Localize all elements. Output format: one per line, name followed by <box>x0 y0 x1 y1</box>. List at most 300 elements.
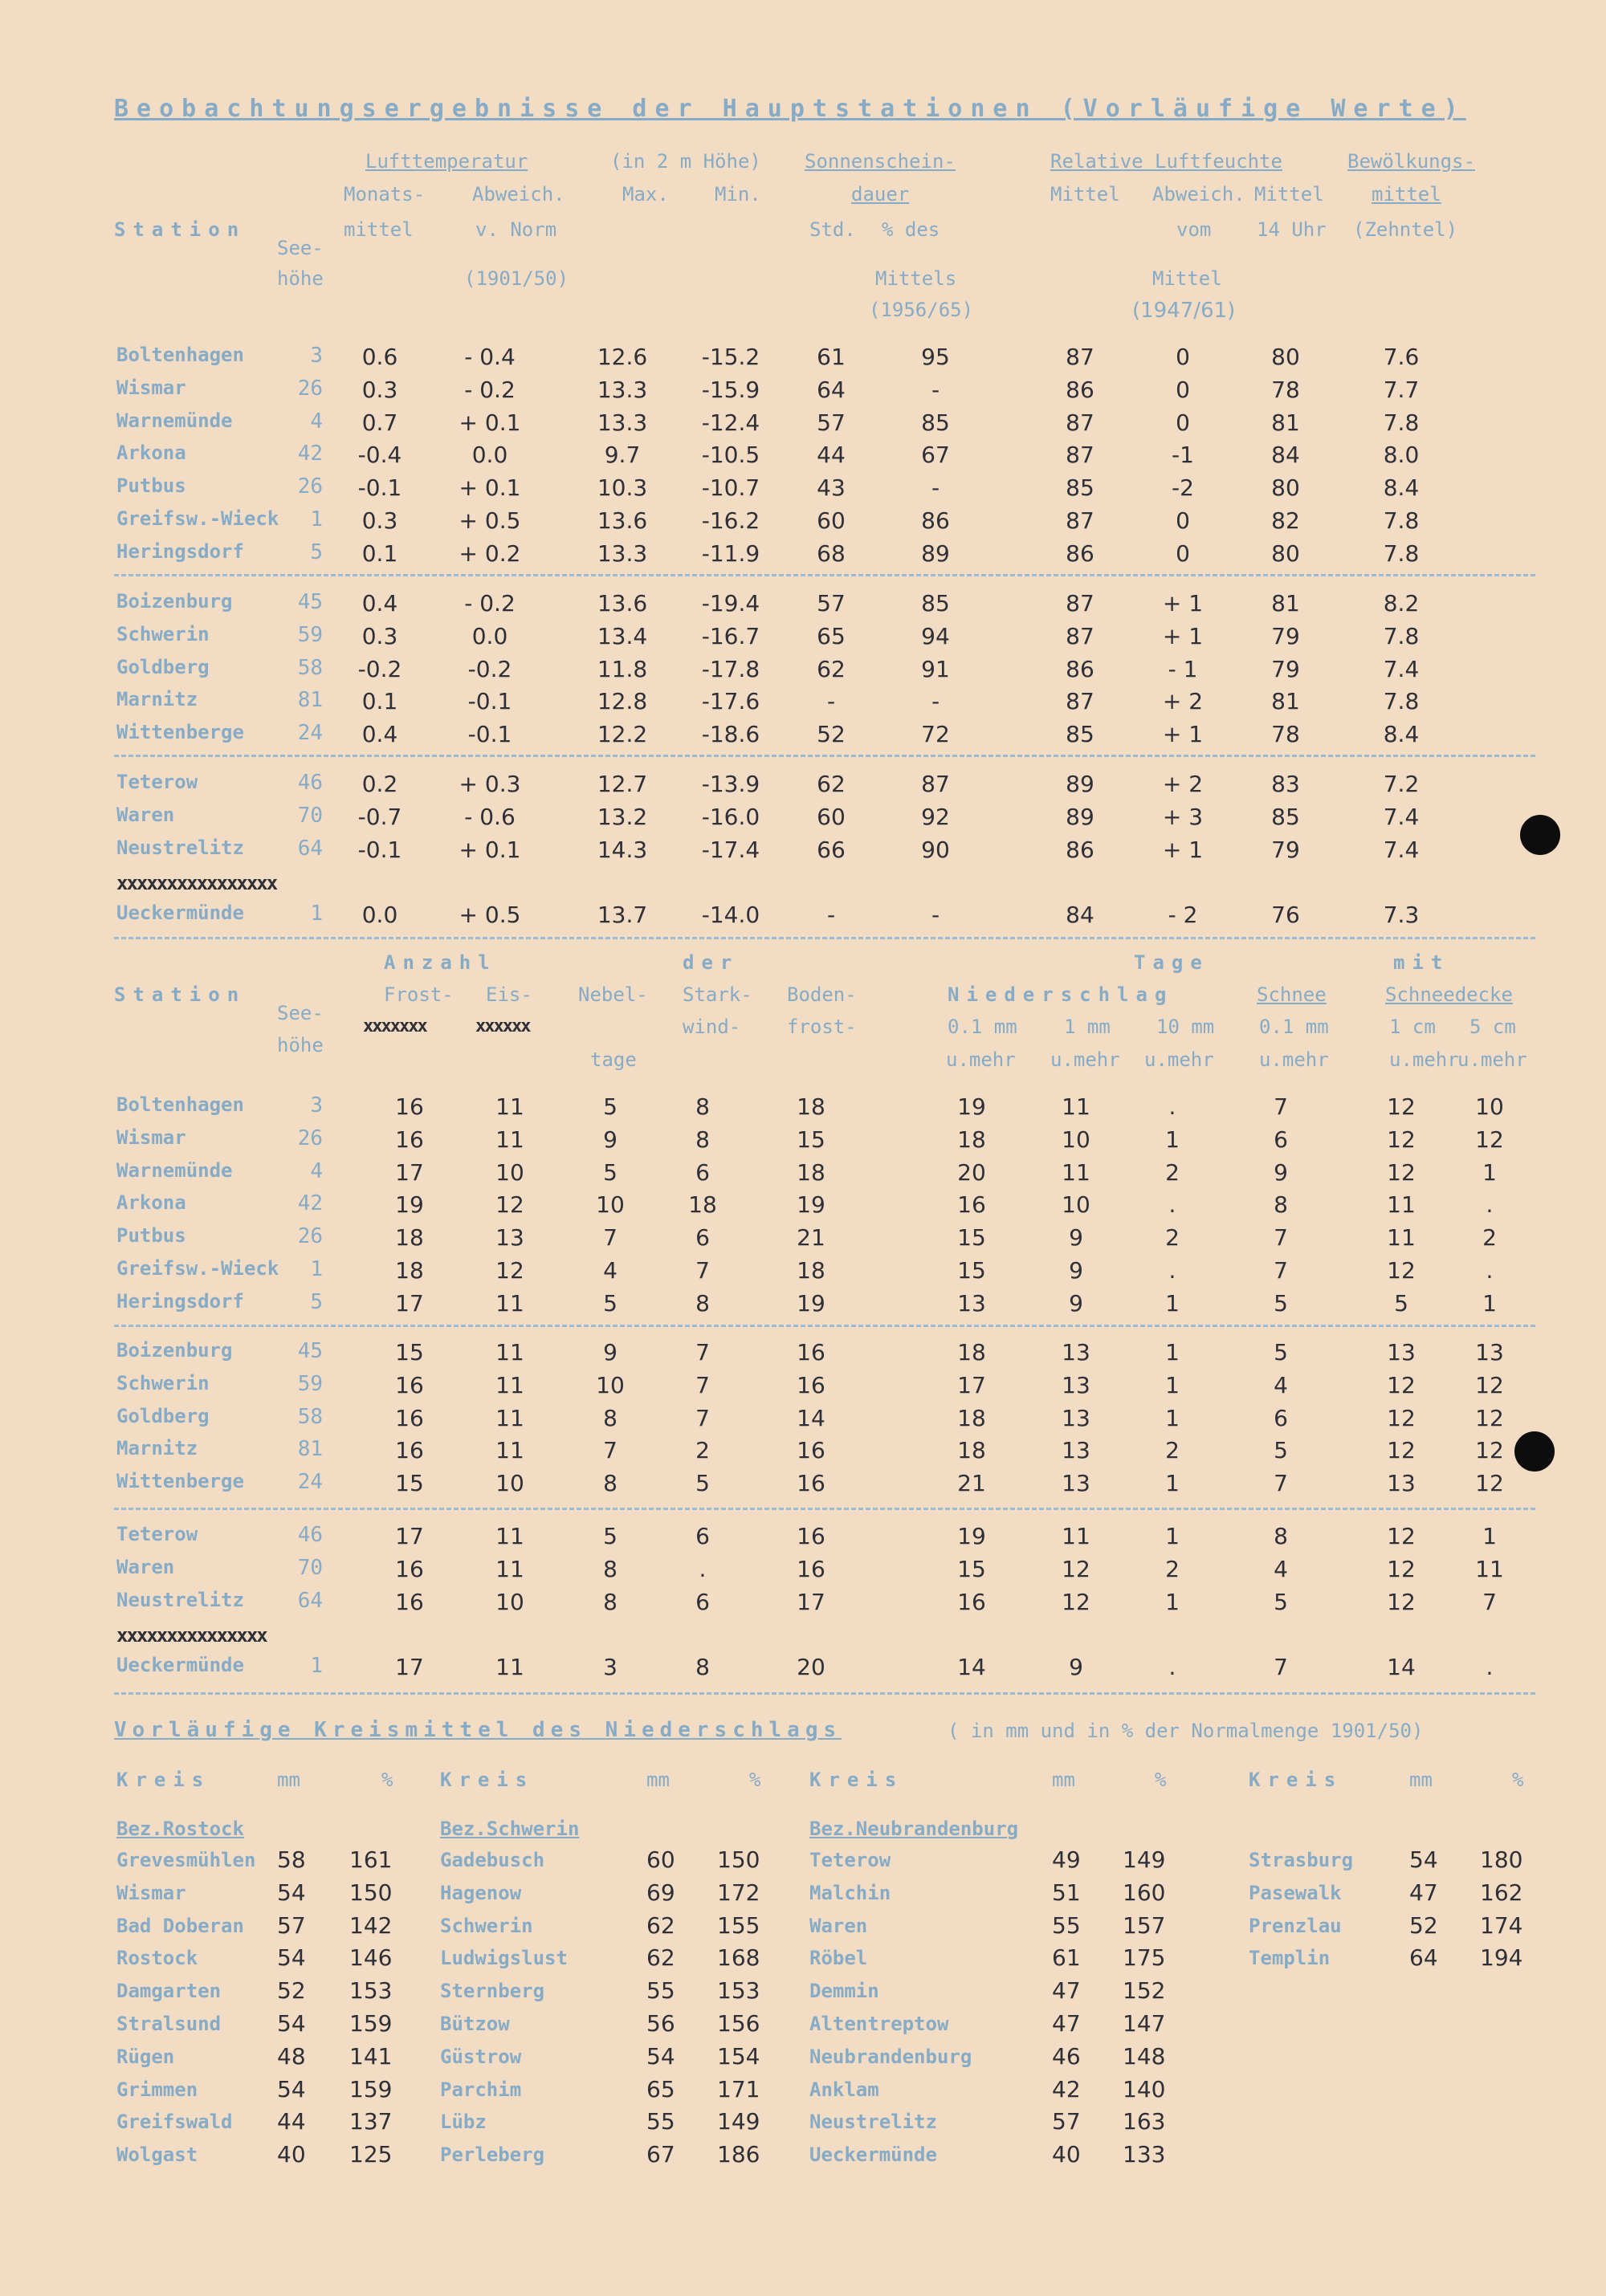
value-cell: 11 <box>1062 1093 1090 1120</box>
hdr-rel-luftfeuchte: Relative Luftfeuchte <box>1050 150 1282 173</box>
value-cell: 12 <box>1387 1158 1416 1186</box>
station-name: Neustrelitz <box>116 1588 244 1611</box>
value-cell: -17.6 <box>701 688 760 715</box>
hdr-in2m: (in 2 m Höhe) <box>610 150 761 173</box>
value-cell: 8 <box>695 1289 710 1317</box>
value-cell: 2 <box>1165 1437 1180 1464</box>
station-name: Boltenhagen <box>116 344 244 366</box>
table-row <box>0 1470 1606 1502</box>
value-cell: 16 <box>957 1588 986 1615</box>
value-cell: 87 <box>1066 688 1094 715</box>
kreis-pct: 141 <box>349 2042 393 2070</box>
table-row <box>0 1159 1606 1191</box>
value-cell: 5 <box>1274 1289 1288 1317</box>
kreis-pct: 175 <box>1123 1944 1166 1972</box>
value-cell: 17 <box>395 1289 424 1317</box>
value-cell: -17.4 <box>701 836 760 863</box>
kreis-pct: 147 <box>1123 2010 1166 2037</box>
group-divider <box>114 1325 1535 1327</box>
hdr2-sd5-b: u.mehr <box>1457 1048 1527 1071</box>
table-row <box>0 442 1606 474</box>
kreis-mm: 47 <box>1409 1879 1438 1906</box>
kreis-name: Anklam <box>809 2078 879 2101</box>
station-name: Heringsdorf <box>116 539 244 563</box>
table-row <box>0 377 1606 409</box>
hdr2-sd1-a: 1 cm <box>1389 1016 1436 1038</box>
crossed-out-station: xxxxxxxxxxxxxxx <box>116 1624 267 1647</box>
value-cell: 16 <box>395 1555 424 1582</box>
value-cell: 87 <box>1066 344 1094 370</box>
value-cell: 1 <box>1482 1289 1497 1317</box>
kreis-pct: 153 <box>717 1977 760 2005</box>
hdr-abweich-a: Abweich. <box>472 183 565 206</box>
hdr2-boden-b: frost- <box>787 1016 857 1038</box>
elevation: 26 <box>297 474 323 499</box>
value-cell: 11 <box>1062 1158 1090 1186</box>
value-cell: 6 <box>1274 1126 1288 1153</box>
value-cell: 12.6 <box>597 344 648 370</box>
value-cell: 13 <box>957 1289 986 1317</box>
table-row <box>0 721 1606 753</box>
value-cell: 13.6 <box>597 507 648 534</box>
value-cell: 82 <box>1271 507 1300 534</box>
value-cell: 12 <box>1062 1555 1090 1582</box>
value-cell: . <box>1168 1093 1176 1120</box>
kreis-pct: 161 <box>349 1846 393 1873</box>
value-cell: 87 <box>921 771 950 797</box>
value-cell: 92 <box>921 803 950 830</box>
value-cell: 6 <box>1274 1404 1288 1431</box>
value-cell: . <box>1486 1191 1494 1219</box>
value-cell: 12.7 <box>597 771 648 797</box>
hdr-seehoehe-b: höhe <box>277 267 324 290</box>
value-cell: 0.0 <box>471 442 508 469</box>
value-cell: 20 <box>797 1654 825 1681</box>
value-cell: 8 <box>603 1555 618 1582</box>
value-cell: 16 <box>797 1555 825 1582</box>
kreis-mm: 44 <box>277 2108 306 2135</box>
value-cell: 78 <box>1271 721 1300 748</box>
table-row <box>0 1093 1606 1126</box>
value-cell: 9 <box>1069 1257 1083 1284</box>
value-cell: - <box>931 474 940 502</box>
value-cell: 89 <box>1066 771 1094 797</box>
station-name: Putbus <box>116 1224 186 1248</box>
value-cell: + 0.2 <box>459 539 521 567</box>
value-cell: -12.4 <box>701 409 760 436</box>
value-cell: 11 <box>495 1289 524 1317</box>
value-cell: 6 <box>695 1588 710 1615</box>
value-cell: -10.5 <box>701 442 760 469</box>
value-cell: 17 <box>797 1588 825 1615</box>
value-cell: 17 <box>957 1371 986 1398</box>
station-name: Warnemünde <box>116 409 233 432</box>
value-cell: 11 <box>495 1654 524 1681</box>
kreis-pct: 149 <box>717 2108 760 2135</box>
kreis-pct: 174 <box>1480 1911 1523 1939</box>
value-cell: 86 <box>1066 836 1094 863</box>
table3-subtitle: ( in mm und in % der Normalmenge 1901/50) <box>948 1720 1424 1742</box>
elevation: 42 <box>297 442 323 466</box>
kreis-pct: 168 <box>717 1944 760 1972</box>
elevation: 5 <box>310 1289 323 1314</box>
value-cell: - 0.2 <box>464 376 516 403</box>
value-cell: 0 <box>1176 507 1190 534</box>
hdr-rl-mittel: Mittel <box>1050 183 1120 206</box>
value-cell: 13.3 <box>597 409 648 436</box>
value-cell: 8.0 <box>1383 442 1420 469</box>
value-cell: -0.1 <box>357 474 402 502</box>
hdr2-schnee-a: Schnee <box>1257 983 1327 1006</box>
kreis-name: Strasburg <box>1249 1849 1354 1871</box>
value-cell: 0 <box>1176 376 1190 403</box>
kreis-pct: 153 <box>349 1977 393 2005</box>
value-cell: 13 <box>1062 1371 1090 1398</box>
hdr-rl-14-b: 14 Uhr <box>1257 218 1327 241</box>
value-cell: 0.3 <box>361 622 398 649</box>
value-cell: 13 <box>1387 1339 1416 1366</box>
elevation: 24 <box>297 1470 323 1495</box>
hdr2-frost-crossed: xxxxxxx <box>363 1016 426 1036</box>
value-cell: 1 <box>1165 1371 1180 1398</box>
value-cell: 12 <box>1387 1126 1416 1153</box>
value-cell: 85 <box>1066 721 1094 748</box>
value-cell: + 0.3 <box>459 771 521 797</box>
kreis-mm: 64 <box>1409 1944 1438 1972</box>
col-pct-header: % <box>381 1769 393 1791</box>
kreis-mm: 47 <box>1052 1977 1081 2005</box>
value-cell: -13.9 <box>701 771 760 797</box>
kreis-pct: 172 <box>717 1879 760 1906</box>
kreis-pct: 133 <box>1123 2141 1166 2168</box>
hdr-rl-abweich-a: Abweich. <box>1152 183 1245 206</box>
elevation: 45 <box>297 1339 323 1363</box>
kreis-name: Bützow <box>440 2013 510 2035</box>
kreis-name: Altentreptow <box>809 2013 949 2035</box>
value-cell: 16 <box>797 1523 825 1549</box>
bezirk-name: Bez.Neubrandenburg <box>809 1818 1019 1840</box>
value-cell: 18 <box>957 1437 986 1464</box>
value-cell: 7 <box>1274 1257 1288 1284</box>
hdr2-schneedecke: Schneedecke <box>1385 983 1513 1006</box>
value-cell: 18 <box>797 1257 825 1284</box>
kreis-name: Pasewalk <box>1249 1881 1342 1904</box>
station-name: Boizenburg <box>116 590 233 613</box>
value-cell: 11 <box>1062 1523 1090 1549</box>
value-cell: 7 <box>695 1404 710 1431</box>
value-cell: 89 <box>921 539 950 567</box>
value-cell: 7 <box>1482 1588 1497 1615</box>
value-cell: 12.2 <box>597 721 648 748</box>
kreis-name: Neubrandenburg <box>809 2045 972 2068</box>
kreis-name: Ueckermünde <box>809 2143 937 2167</box>
value-cell: -17.8 <box>701 655 760 682</box>
kreis-name: Greifswald <box>116 2111 233 2134</box>
table-row <box>0 1126 1606 1158</box>
value-cell: - 2 <box>1168 902 1198 929</box>
kreis-pct: 171 <box>717 2075 760 2103</box>
value-cell: . <box>1168 1654 1176 1681</box>
table-row <box>0 1290 1606 1322</box>
value-cell: . <box>1486 1654 1494 1681</box>
kreis-pct: 142 <box>349 1911 393 1939</box>
hdr2-anzahl: Anzahl <box>384 951 497 974</box>
value-cell: 9 <box>1069 1289 1083 1317</box>
value-cell: 68 <box>817 539 846 567</box>
kreis-mm: 60 <box>646 1846 675 1873</box>
value-cell: 8 <box>1274 1523 1288 1549</box>
value-cell: 12 <box>1387 1257 1416 1284</box>
value-cell: 19 <box>797 1191 825 1219</box>
value-cell: 0.0 <box>361 902 398 929</box>
punch-hole-bottom <box>1514 1431 1555 1472</box>
kreis-name: Sternberg <box>440 1980 545 2003</box>
value-cell: 0.6 <box>361 344 398 370</box>
kreis-name: Malchin <box>809 1881 891 1904</box>
table-row <box>0 837 1606 869</box>
table-row <box>0 1339 1606 1371</box>
station-name: Ueckermünde <box>116 1654 244 1677</box>
value-cell: 11 <box>495 1126 524 1153</box>
value-cell: 14 <box>1387 1654 1416 1681</box>
table-row <box>0 771 1606 803</box>
value-cell: 8.2 <box>1383 590 1420 617</box>
value-cell: 12 <box>1475 1470 1504 1497</box>
kreis-name: Teterow <box>809 1849 891 1871</box>
station-name: Goldberg <box>116 655 210 678</box>
value-cell: 0 <box>1176 409 1190 436</box>
hdr-seehoehe-a: See- <box>277 237 324 259</box>
value-cell: 18 <box>395 1224 424 1252</box>
elevation: 1 <box>310 902 323 926</box>
value-cell: 5 <box>603 1289 618 1317</box>
hdr-station: Station <box>114 218 247 241</box>
kreis-mm: 54 <box>277 2010 306 2037</box>
value-cell: 17 <box>395 1158 424 1186</box>
elevation: 24 <box>297 721 323 746</box>
value-cell: + 0.1 <box>459 474 521 502</box>
value-cell: 7.6 <box>1383 344 1420 370</box>
group-divider <box>114 574 1535 576</box>
kreis-mm: 47 <box>1052 2010 1081 2037</box>
station-name: Boltenhagen <box>116 1093 244 1116</box>
value-cell: 14 <box>797 1404 825 1431</box>
value-cell: . <box>1168 1257 1176 1284</box>
crossed-out-station: xxxxxxxxxxxxxxxx <box>116 872 277 895</box>
elevation: 1 <box>310 1257 323 1281</box>
kreis-mm: 58 <box>277 1846 306 1873</box>
table-row <box>0 1523 1606 1555</box>
value-cell: - <box>931 688 940 715</box>
kreis-name: Wismar <box>116 1881 186 1904</box>
hdr2-frost: Frost- <box>384 983 454 1006</box>
value-cell: 16 <box>395 1437 424 1464</box>
value-cell: 18 <box>797 1093 825 1120</box>
kreis-mm: 54 <box>646 2042 675 2070</box>
elevation: 58 <box>297 655 323 680</box>
station-name: Greifsw.-Wieck <box>116 507 279 530</box>
hdr-prozent-des: % des <box>882 218 940 241</box>
value-cell: 87 <box>1066 409 1094 436</box>
value-cell: 16 <box>797 1371 825 1398</box>
value-cell: 80 <box>1271 539 1300 567</box>
hdr2-tage: Tage <box>1134 951 1209 974</box>
col-kreis-header: Kreis <box>809 1769 904 1791</box>
value-cell: 5 <box>603 1093 618 1120</box>
kreis-mm: 54 <box>277 1944 306 1972</box>
value-cell: 16 <box>395 1371 424 1398</box>
value-cell: 7.8 <box>1383 539 1420 567</box>
value-cell: 8 <box>603 1404 618 1431</box>
value-cell: 0.4 <box>361 590 398 617</box>
value-cell: 7 <box>695 1339 710 1366</box>
kreis-pct: 194 <box>1480 1944 1523 1972</box>
value-cell: - <box>826 902 836 929</box>
kreis-pct: 180 <box>1480 1846 1523 1873</box>
value-cell: 79 <box>1271 655 1300 682</box>
value-cell: -0.1 <box>357 836 402 863</box>
value-cell: + 0.1 <box>459 836 521 863</box>
kreis-pct: 137 <box>349 2108 393 2135</box>
table-row <box>0 804 1606 836</box>
value-cell: 11.8 <box>597 655 648 682</box>
value-cell: 5 <box>1394 1289 1408 1317</box>
kreis-pct: 162 <box>1480 1879 1523 1906</box>
value-cell: 5 <box>1274 1437 1288 1464</box>
value-cell: 16 <box>957 1191 986 1219</box>
station-name: Warnemünde <box>116 1158 233 1182</box>
kreis-mm: 61 <box>1052 1944 1081 1972</box>
value-cell: 1 <box>1165 1126 1180 1153</box>
hdr2-sd1-b: u.mehr <box>1389 1048 1459 1071</box>
value-cell: 7 <box>1274 1093 1288 1120</box>
value-cell: 57 <box>817 590 846 617</box>
value-cell: 61 <box>817 344 846 370</box>
value-cell: 16 <box>797 1437 825 1464</box>
elevation: 64 <box>297 1588 323 1613</box>
value-cell: 81 <box>1271 590 1300 617</box>
hdr2-schnee-b: 0.1 mm <box>1259 1016 1329 1038</box>
table-row <box>0 688 1606 720</box>
value-cell: 8 <box>603 1470 618 1497</box>
hdr-dauer: dauer <box>851 183 910 206</box>
value-cell: 7 <box>1274 1470 1288 1497</box>
value-cell: -10.7 <box>701 474 760 502</box>
value-cell: 8 <box>603 1588 618 1615</box>
kreis-pct: 150 <box>717 1846 760 1873</box>
value-cell: 12 <box>1475 1437 1504 1464</box>
elevation: 26 <box>297 376 323 401</box>
value-cell: 2 <box>1165 1224 1180 1252</box>
value-cell: 84 <box>1271 442 1300 469</box>
value-cell: 12 <box>1387 1523 1416 1549</box>
value-cell: 60 <box>817 507 846 534</box>
value-cell: 90 <box>921 836 950 863</box>
kreis-pct: 152 <box>1123 1977 1166 2005</box>
station-name: Putbus <box>116 474 186 498</box>
value-cell: 52 <box>817 721 846 748</box>
value-cell: - 0.2 <box>464 590 516 617</box>
value-cell: -18.6 <box>701 721 760 748</box>
value-cell: 0.1 <box>361 688 398 715</box>
col-kreis-header: Kreis <box>1249 1769 1343 1791</box>
hdr2-ns10-a: 10 mm <box>1156 1016 1215 1038</box>
value-cell: -2 <box>1172 474 1194 502</box>
elevation: 3 <box>310 1093 323 1117</box>
value-cell: 19 <box>957 1523 986 1549</box>
kreis-pct: 150 <box>349 1879 393 1906</box>
kreis-name: Damgarten <box>116 1980 222 2003</box>
hdr-rl-abweich-d: (1947/61) <box>1132 299 1236 323</box>
value-cell: 8 <box>695 1126 710 1153</box>
value-cell: 11 <box>495 1555 524 1582</box>
kreis-name: Grimmen <box>116 2078 198 2101</box>
value-cell: 4 <box>1274 1555 1288 1582</box>
station-name: Waren <box>116 1555 175 1578</box>
value-cell: 81 <box>1271 409 1300 436</box>
elevation: 70 <box>297 803 323 828</box>
kreis-pct: 163 <box>1123 2108 1166 2135</box>
value-cell: 8.4 <box>1383 721 1420 748</box>
value-cell: 15 <box>797 1126 825 1153</box>
value-cell: 18 <box>688 1191 717 1219</box>
table-row <box>0 623 1606 655</box>
value-cell: 5 <box>603 1158 618 1186</box>
hdr-mittels-period: (1956/65) <box>869 299 974 321</box>
elevation: 26 <box>297 1224 323 1249</box>
hdr2-ns1-b: u.mehr <box>1050 1048 1120 1071</box>
value-cell: 7.8 <box>1383 622 1420 649</box>
hdr-max: Max. <box>622 183 669 206</box>
hdr-rl-14-a: Mittel <box>1254 183 1324 206</box>
kreis-name: Wolgast <box>116 2143 198 2167</box>
value-cell: 0.2 <box>361 771 398 797</box>
value-cell: 16 <box>395 1126 424 1153</box>
value-cell: 85 <box>921 409 950 436</box>
value-cell: 20 <box>957 1158 986 1186</box>
hdr2-nebel-b: tage <box>590 1048 637 1071</box>
value-cell: 13 <box>1387 1470 1416 1497</box>
station-name: Arkona <box>116 442 186 465</box>
value-cell: 5 <box>1274 1339 1288 1366</box>
value-cell: 2 <box>1165 1158 1180 1186</box>
hdr2-station: Station <box>114 983 247 1006</box>
value-cell: + 1 <box>1162 721 1204 748</box>
hdr2-seehoehe-a: See- <box>277 1002 324 1024</box>
kreis-name: Lübz <box>440 2111 487 2134</box>
kreis-mm: 52 <box>1409 1911 1438 1939</box>
value-cell: 10.3 <box>597 474 648 502</box>
value-cell: 11 <box>1387 1224 1416 1252</box>
kreis-mm: 69 <box>646 1879 675 1906</box>
station-name: Marnitz <box>116 1437 198 1460</box>
kreis-pct: 159 <box>349 2010 393 2037</box>
value-cell: 11 <box>495 1404 524 1431</box>
station-name: Schwerin <box>116 622 210 645</box>
value-cell: 13 <box>1062 1404 1090 1431</box>
value-cell: 6 <box>695 1523 710 1549</box>
kreis-name: Gadebusch <box>440 1849 545 1871</box>
value-cell: 18 <box>957 1339 986 1366</box>
value-cell: 85 <box>921 590 950 617</box>
kreis-name: Rostock <box>116 1947 198 1970</box>
value-cell: 5 <box>695 1470 710 1497</box>
value-cell: 2 <box>695 1437 710 1464</box>
value-cell: 8 <box>695 1093 710 1120</box>
value-cell: 7.7 <box>1383 376 1420 403</box>
section-divider <box>114 937 1535 939</box>
kreis-pct: 157 <box>1123 1911 1166 1939</box>
